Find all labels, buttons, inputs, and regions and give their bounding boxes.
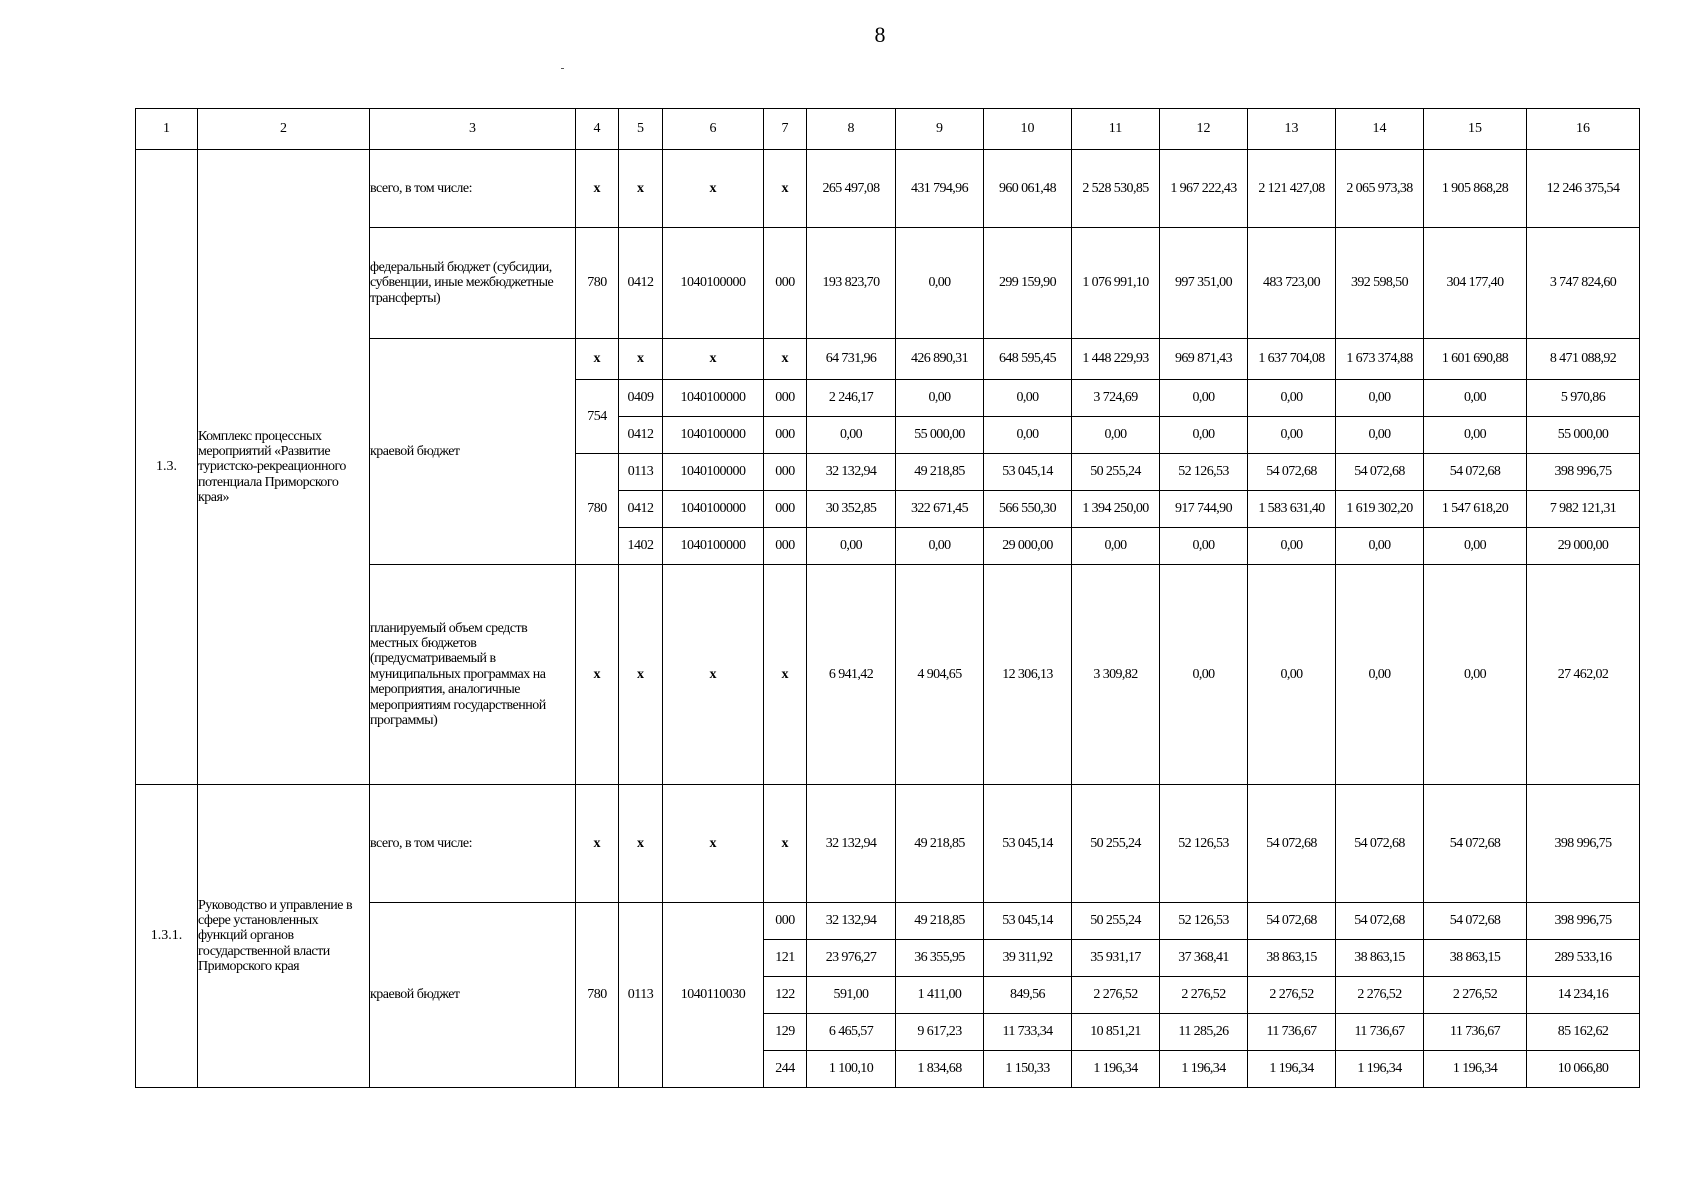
page-number: 8 xyxy=(874,22,886,47)
value-cell: 4 904,65 xyxy=(896,565,984,785)
value-cell: 30 352,85 xyxy=(807,491,896,528)
code-cell: 754 xyxy=(576,380,619,454)
value-cell: 85 162,62 xyxy=(1527,1014,1640,1051)
value-cell: 322 671,45 xyxy=(896,491,984,528)
value-cell: 54 072,68 xyxy=(1336,785,1424,903)
table-row xyxy=(136,150,1640,228)
row-label: всего, в том числе: xyxy=(370,785,576,903)
value-cell: 1 583 631,40 xyxy=(1248,491,1336,528)
value-cell: 0,00 xyxy=(1424,417,1527,454)
value-cell: 0,00 xyxy=(1160,528,1248,565)
value-cell: 0,00 xyxy=(1336,380,1424,417)
value-cell: 39 311,92 xyxy=(984,940,1072,977)
value-cell: 0,00 xyxy=(896,380,984,417)
code-cell: 000 xyxy=(764,491,807,528)
value-cell: 299 159,90 xyxy=(984,228,1072,339)
value-cell: 1 076 991,10 xyxy=(1072,228,1160,339)
code-cell: 0412 xyxy=(619,417,663,454)
value-cell: 2 276,52 xyxy=(1072,977,1160,1014)
value-cell: 0,00 xyxy=(896,228,984,339)
code-cell: 129 xyxy=(764,1014,807,1051)
value-cell: 55 000,00 xyxy=(896,417,984,454)
code-cell: 0412 xyxy=(619,228,663,339)
value-cell: 0,00 xyxy=(1424,528,1527,565)
code-cell: 000 xyxy=(764,380,807,417)
value-cell: 10 851,21 xyxy=(1072,1014,1160,1051)
value-cell: 1 196,34 xyxy=(1160,1051,1248,1088)
row-label: всего, в том числе: xyxy=(370,150,576,228)
value-cell: 8 471 088,92 xyxy=(1527,339,1640,380)
value-cell: 1 150,33 xyxy=(984,1051,1072,1088)
value-cell: 27 462,02 xyxy=(1527,565,1640,785)
code-cell: x xyxy=(663,565,764,785)
value-cell: 53 045,14 xyxy=(984,785,1072,903)
value-cell: 3 724,69 xyxy=(1072,380,1160,417)
code-cell: 000 xyxy=(764,417,807,454)
value-cell: 50 255,24 xyxy=(1072,785,1160,903)
col-header: 11 xyxy=(1072,109,1160,150)
value-cell: 2 065 973,38 xyxy=(1336,150,1424,228)
row-label: краевой бюджет xyxy=(370,339,576,565)
value-cell: 2 276,52 xyxy=(1424,977,1527,1014)
value-cell: 1 637 704,08 xyxy=(1248,339,1336,380)
value-cell: 12 246 375,54 xyxy=(1527,150,1640,228)
code-cell: x xyxy=(764,150,807,228)
value-cell: 36 355,95 xyxy=(896,940,984,977)
code-cell: 1040100000 xyxy=(663,454,764,491)
value-cell: 49 218,85 xyxy=(896,785,984,903)
value-cell: 1 196,34 xyxy=(1248,1051,1336,1088)
value-cell: 2 121 427,08 xyxy=(1248,150,1336,228)
value-cell: 6 941,42 xyxy=(807,565,896,785)
code-cell: x xyxy=(619,339,663,380)
code-cell: x xyxy=(619,785,663,903)
code-cell: 122 xyxy=(764,977,807,1014)
code-cell: 000 xyxy=(764,903,807,940)
value-cell: 5 970,86 xyxy=(1527,380,1640,417)
value-cell: 0,00 xyxy=(1248,380,1336,417)
code-cell: x xyxy=(663,785,764,903)
col-header: 10 xyxy=(984,109,1072,150)
code-cell: 0412 xyxy=(619,491,663,528)
value-cell: 0,00 xyxy=(1160,565,1248,785)
value-cell: 0,00 xyxy=(1336,565,1424,785)
value-cell: 11 736,67 xyxy=(1336,1014,1424,1051)
value-cell: 0,00 xyxy=(807,417,896,454)
header-row xyxy=(136,109,1640,150)
code-cell: x xyxy=(619,565,663,785)
value-cell: 398 996,75 xyxy=(1527,903,1640,940)
code-cell: 780 xyxy=(576,903,619,1088)
value-cell: 38 863,15 xyxy=(1336,940,1424,977)
value-cell: 0,00 xyxy=(1336,417,1424,454)
value-cell: 0,00 xyxy=(1424,380,1527,417)
value-cell: 1 905 868,28 xyxy=(1424,150,1527,228)
value-cell: 566 550,30 xyxy=(984,491,1072,528)
value-cell: 32 132,94 xyxy=(807,454,896,491)
section-number: 1.3. xyxy=(136,150,198,785)
value-cell: 38 863,15 xyxy=(1248,940,1336,977)
value-cell: 0,00 xyxy=(1248,528,1336,565)
value-cell: 392 598,50 xyxy=(1336,228,1424,339)
col-header: 4 xyxy=(576,109,619,150)
col-header: 15 xyxy=(1424,109,1527,150)
value-cell: 11 736,67 xyxy=(1424,1014,1527,1051)
code-cell: x xyxy=(663,150,764,228)
code-cell: 780 xyxy=(576,228,619,339)
code-cell: 121 xyxy=(764,940,807,977)
col-header: 3 xyxy=(370,109,576,150)
code-cell: 1040100000 xyxy=(663,380,764,417)
value-cell: 32 132,94 xyxy=(807,785,896,903)
value-cell: 960 061,48 xyxy=(984,150,1072,228)
value-cell: 193 823,70 xyxy=(807,228,896,339)
code-cell: 1040100000 xyxy=(663,528,764,565)
value-cell: 0,00 xyxy=(1160,380,1248,417)
value-cell: 11 285,26 xyxy=(1160,1014,1248,1051)
value-cell: 304 177,40 xyxy=(1424,228,1527,339)
value-cell: 2 276,52 xyxy=(1336,977,1424,1014)
value-cell: 49 218,85 xyxy=(896,903,984,940)
value-cell: 54 072,68 xyxy=(1336,903,1424,940)
col-header: 2 xyxy=(198,109,370,150)
value-cell: 2 528 530,85 xyxy=(1072,150,1160,228)
value-cell: 431 794,96 xyxy=(896,150,984,228)
value-cell: 969 871,43 xyxy=(1160,339,1248,380)
col-header: 16 xyxy=(1527,109,1640,150)
value-cell: 1 411,00 xyxy=(896,977,984,1014)
code-cell: 000 xyxy=(764,454,807,491)
value-cell: 398 996,75 xyxy=(1527,785,1640,903)
value-cell: 0,00 xyxy=(1072,528,1160,565)
code-cell: x xyxy=(764,565,807,785)
value-cell: 0,00 xyxy=(1248,565,1336,785)
value-cell: 32 132,94 xyxy=(807,903,896,940)
value-cell: 1 196,34 xyxy=(1072,1051,1160,1088)
value-cell: 917 744,90 xyxy=(1160,491,1248,528)
value-cell: 483 723,00 xyxy=(1248,228,1336,339)
row-label: планируемый объем средств местных бюджетов (предусматриваемый в муниципальных программах на мероприятия, аналогичные мероприятиям государственной программы) xyxy=(370,565,576,785)
value-cell: 50 255,24 xyxy=(1072,903,1160,940)
table-row xyxy=(136,785,1640,903)
value-cell: 648 595,45 xyxy=(984,339,1072,380)
section-name: Руководство и управление в сфере установленных функций органов государственной власти Приморского края xyxy=(198,785,370,1088)
value-cell: 1 196,34 xyxy=(1424,1051,1527,1088)
code-cell: x xyxy=(576,339,619,380)
value-cell: 398 996,75 xyxy=(1527,454,1640,491)
value-cell: 54 072,68 xyxy=(1424,454,1527,491)
code-cell: 1402 xyxy=(619,528,663,565)
code-cell: 1040100000 xyxy=(663,417,764,454)
value-cell: 426 890,31 xyxy=(896,339,984,380)
value-cell: 0,00 xyxy=(1072,417,1160,454)
value-cell: 0,00 xyxy=(1248,417,1336,454)
value-cell: 0,00 xyxy=(1160,417,1248,454)
value-cell: 849,56 xyxy=(984,977,1072,1014)
code-cell: 0409 xyxy=(619,380,663,417)
value-cell: 289 533,16 xyxy=(1527,940,1640,977)
value-cell: 997 351,00 xyxy=(1160,228,1248,339)
value-cell: 54 072,68 xyxy=(1248,454,1336,491)
value-cell: 1 547 618,20 xyxy=(1424,491,1527,528)
value-cell: 54 072,68 xyxy=(1336,454,1424,491)
value-cell: 0,00 xyxy=(1424,565,1527,785)
row-label: краевой бюджет xyxy=(370,903,576,1088)
value-cell: 6 465,57 xyxy=(807,1014,896,1051)
value-cell: 591,00 xyxy=(807,977,896,1014)
value-cell: 3 747 824,60 xyxy=(1527,228,1640,339)
value-cell: 1 967 222,43 xyxy=(1160,150,1248,228)
col-header: 14 xyxy=(1336,109,1424,150)
col-header: 12 xyxy=(1160,109,1248,150)
value-cell: 3 309,82 xyxy=(1072,565,1160,785)
value-cell: 2 276,52 xyxy=(1160,977,1248,1014)
value-cell: 0,00 xyxy=(807,528,896,565)
col-header: 6 xyxy=(663,109,764,150)
value-cell: 53 045,14 xyxy=(984,454,1072,491)
value-cell: 35 931,17 xyxy=(1072,940,1160,977)
code-cell: x xyxy=(576,785,619,903)
value-cell: 0,00 xyxy=(984,380,1072,417)
value-cell: 265 497,08 xyxy=(807,150,896,228)
code-cell: x xyxy=(619,150,663,228)
value-cell: 7 982 121,31 xyxy=(1527,491,1640,528)
value-cell: 0,00 xyxy=(896,528,984,565)
value-cell: 1 448 229,93 xyxy=(1072,339,1160,380)
col-header: 1 xyxy=(136,109,198,150)
value-cell: 29 000,00 xyxy=(984,528,1072,565)
value-cell: 0,00 xyxy=(984,417,1072,454)
value-cell: 1 394 250,00 xyxy=(1072,491,1160,528)
value-cell: 38 863,15 xyxy=(1424,940,1527,977)
value-cell: 2 276,52 xyxy=(1248,977,1336,1014)
code-cell: 780 xyxy=(576,454,619,565)
value-cell: 54 072,68 xyxy=(1424,903,1527,940)
value-cell: 54 072,68 xyxy=(1248,903,1336,940)
value-cell: 37 368,41 xyxy=(1160,940,1248,977)
value-cell: 11 733,34 xyxy=(984,1014,1072,1051)
value-cell: 53 045,14 xyxy=(984,903,1072,940)
value-cell: 12 306,13 xyxy=(984,565,1072,785)
value-cell: 52 126,53 xyxy=(1160,785,1248,903)
code-cell: 0113 xyxy=(619,903,663,1088)
value-cell: 50 255,24 xyxy=(1072,454,1160,491)
code-cell: 1040100000 xyxy=(663,491,764,528)
value-cell: 55 000,00 xyxy=(1527,417,1640,454)
value-cell: 14 234,16 xyxy=(1527,977,1640,1014)
code-cell: 1040110030 xyxy=(663,903,764,1088)
code-cell: x xyxy=(576,565,619,785)
section-name: Комплекс процессных мероприятий «Развитие туристско-рекреационного потенциала Приморского края» xyxy=(198,150,370,785)
value-cell: 1 673 374,88 xyxy=(1336,339,1424,380)
col-header: 7 xyxy=(764,109,807,150)
value-cell: 54 072,68 xyxy=(1424,785,1527,903)
scan-mark xyxy=(561,68,564,69)
code-cell: x xyxy=(764,339,807,380)
value-cell: 64 731,96 xyxy=(807,339,896,380)
col-header: 5 xyxy=(619,109,663,150)
value-cell: 49 218,85 xyxy=(896,454,984,491)
value-cell: 10 066,80 xyxy=(1527,1051,1640,1088)
code-cell: 1040100000 xyxy=(663,228,764,339)
value-cell: 1 601 690,88 xyxy=(1424,339,1527,380)
row-label: федеральный бюджет (субсидии, субвенции, иные межбюджетные трансферты) xyxy=(370,228,576,339)
value-cell: 23 976,27 xyxy=(807,940,896,977)
value-cell: 9 617,23 xyxy=(896,1014,984,1051)
value-cell: 11 736,67 xyxy=(1248,1014,1336,1051)
value-cell: 1 619 302,20 xyxy=(1336,491,1424,528)
code-cell: x xyxy=(663,339,764,380)
value-cell: 54 072,68 xyxy=(1248,785,1336,903)
value-cell: 52 126,53 xyxy=(1160,454,1248,491)
code-cell: 000 xyxy=(764,228,807,339)
col-header: 13 xyxy=(1248,109,1336,150)
col-header: 8 xyxy=(807,109,896,150)
col-header: 9 xyxy=(896,109,984,150)
code-cell: 244 xyxy=(764,1051,807,1088)
value-cell: 1 834,68 xyxy=(896,1051,984,1088)
section-number: 1.3.1. xyxy=(136,785,198,1088)
value-cell: 29 000,00 xyxy=(1527,528,1640,565)
value-cell: 52 126,53 xyxy=(1160,903,1248,940)
value-cell: 1 100,10 xyxy=(807,1051,896,1088)
code-cell: 000 xyxy=(764,528,807,565)
value-cell: 0,00 xyxy=(1336,528,1424,565)
value-cell: 2 246,17 xyxy=(807,380,896,417)
budget-table xyxy=(135,108,1640,1088)
code-cell: x xyxy=(576,150,619,228)
code-cell: x xyxy=(764,785,807,903)
value-cell: 1 196,34 xyxy=(1336,1051,1424,1088)
code-cell: 0113 xyxy=(619,454,663,491)
